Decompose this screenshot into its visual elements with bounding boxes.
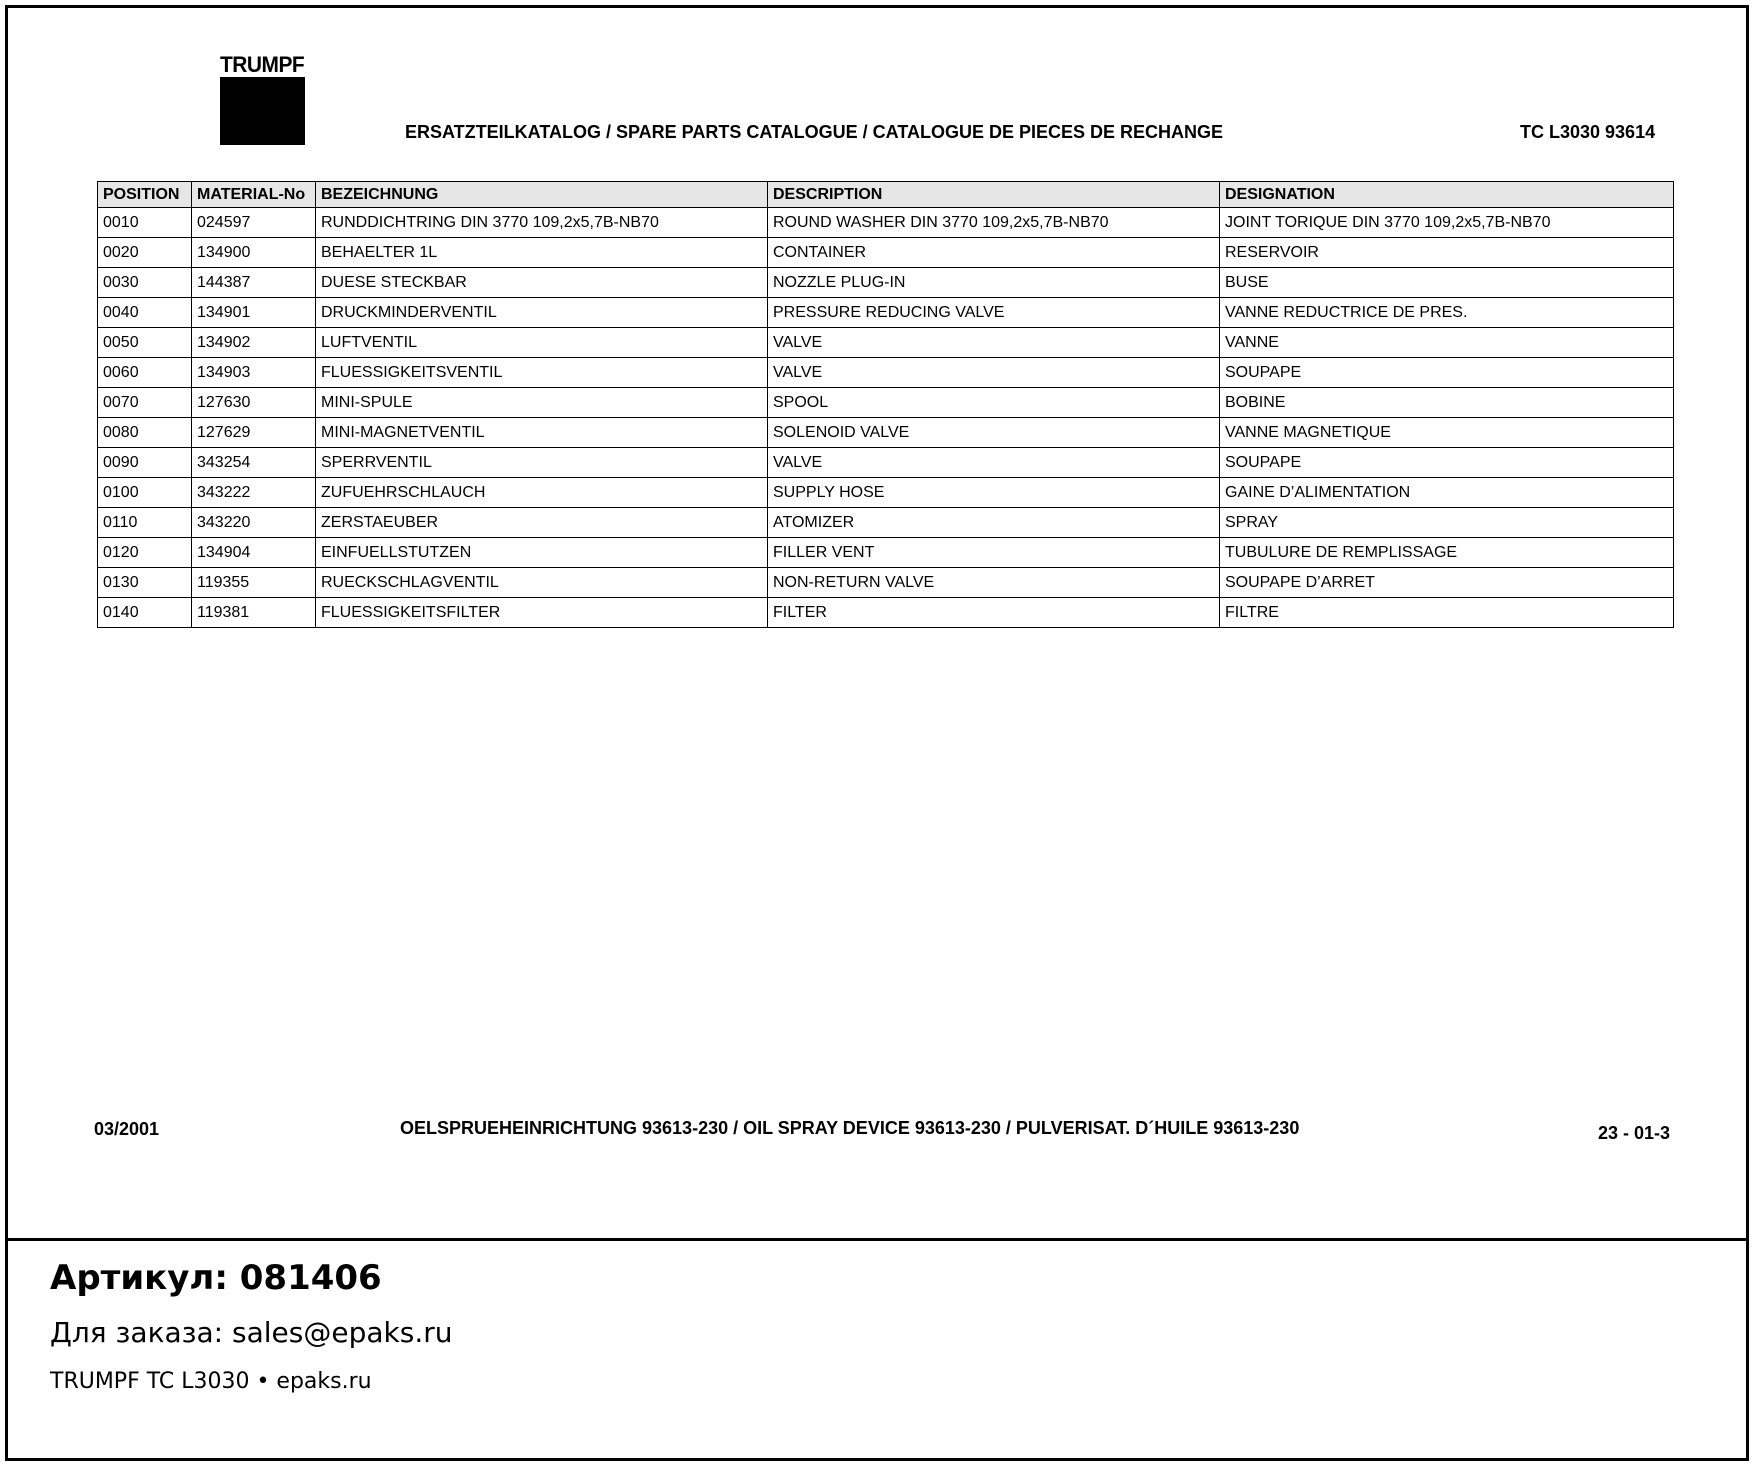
- cell-material-no: 119381: [192, 598, 316, 628]
- cell-position: 0030: [98, 268, 192, 298]
- table-row: [98, 598, 1674, 628]
- table-row: [98, 298, 1674, 328]
- cell-position: 0090: [98, 448, 192, 478]
- catalogue-title: ERSATZTEILKATALOG / SPARE PARTS CATALOGUE / CATALOGUE DE PIECES DE RECHANGE: [405, 122, 1224, 142]
- cell-material-no: 144387: [192, 268, 316, 298]
- cell-bezeichnung: RUNDDICHTRING DIN 3770 109,2x5,7B-NB70: [316, 208, 768, 238]
- table-header-row: [98, 182, 1674, 208]
- cell-description: NON-RETURN VALVE: [768, 568, 1220, 598]
- cell-description: CONTAINER: [768, 238, 1220, 268]
- cell-description: PRESSURE REDUCING VALVE: [768, 298, 1220, 328]
- cell-description: SOLENOID VALVE: [768, 418, 1220, 448]
- cell-bezeichnung: FLUESSIGKEITSVENTIL: [316, 358, 768, 388]
- cell-bezeichnung: MINI-MAGNETVENTIL: [316, 418, 768, 448]
- cell-designation: SOUPAPE: [1220, 448, 1674, 478]
- cell-designation: TUBULURE DE REMPLISSAGE: [1220, 538, 1674, 568]
- table-row: [98, 388, 1674, 418]
- cell-designation: RESERVOIR: [1220, 238, 1674, 268]
- cell-designation: VANNE: [1220, 328, 1674, 358]
- cell-material-no: 119355: [192, 568, 316, 598]
- table-row: [98, 538, 1674, 568]
- logo-block: [220, 77, 305, 145]
- cell-position: 0050: [98, 328, 192, 358]
- cell-position: 0110: [98, 508, 192, 538]
- footer-title: OELSPRUEHEINRICHTUNG 93613-230 / OIL SPRAY DEVICE 93613-230 / PULVERISAT. D´HUILE 93613-230: [400, 1118, 1300, 1138]
- cell-bezeichnung: ZERSTAEUBER: [316, 508, 768, 538]
- cell-position: 0130: [98, 568, 192, 598]
- table-row: [98, 208, 1674, 238]
- cell-description: VALVE: [768, 328, 1220, 358]
- cell-material-no: 127629: [192, 418, 316, 448]
- cell-designation: SPRAY: [1220, 508, 1674, 538]
- table-row: [98, 328, 1674, 358]
- cell-material-no: 024597: [192, 208, 316, 238]
- cell-material-no: 134901: [192, 298, 316, 328]
- site-info: TRUMPF TC L3030 • epaks.ru: [50, 1369, 372, 1394]
- cell-material-no: 127630: [192, 388, 316, 418]
- cell-material-no: 343222: [192, 478, 316, 508]
- cell-description: NOZZLE PLUG-IN: [768, 268, 1220, 298]
- cell-bezeichnung: RUECKSCHLAGVENTIL: [316, 568, 768, 598]
- cell-material-no: 134902: [192, 328, 316, 358]
- cell-designation: FILTRE: [1220, 598, 1674, 628]
- cell-position: 0010: [98, 208, 192, 238]
- cell-material-no: 134900: [192, 238, 316, 268]
- column-header-material-no: MATERIAL-No: [192, 182, 316, 208]
- table-row: [98, 508, 1674, 538]
- order-contact: Для заказа: sales@epaks.ru: [50, 1316, 453, 1349]
- table-row: [98, 358, 1674, 388]
- cell-description: VALVE: [768, 358, 1220, 388]
- cell-designation: SOUPAPE: [1220, 358, 1674, 388]
- cell-bezeichnung: FLUESSIGKEITSFILTER: [316, 598, 768, 628]
- cell-designation: BOBINE: [1220, 388, 1674, 418]
- section-divider: [5, 1238, 1749, 1241]
- trumpf-logo: [220, 54, 306, 145]
- cell-position: 0020: [98, 238, 192, 268]
- cell-bezeichnung: MINI-SPULE: [316, 388, 768, 418]
- column-header-designation: DESIGNATION: [1220, 182, 1674, 208]
- cell-description: SUPPLY HOSE: [768, 478, 1220, 508]
- cell-material-no: 134903: [192, 358, 316, 388]
- footer-page-number: 23 - 01-3: [1598, 1123, 1671, 1143]
- cell-description: ATOMIZER: [768, 508, 1220, 538]
- cell-designation: BUSE: [1220, 268, 1674, 298]
- cell-position: 0140: [98, 598, 192, 628]
- cell-designation: VANNE REDUCTRICE DE PRES.: [1220, 298, 1674, 328]
- cell-bezeichnung: BEHAELTER 1L: [316, 238, 768, 268]
- cell-material-no: 134904: [192, 538, 316, 568]
- table-row: [98, 478, 1674, 508]
- cell-position: 0080: [98, 418, 192, 448]
- column-header-position: POSITION: [98, 182, 192, 208]
- cell-position: 0070: [98, 388, 192, 418]
- logo-text: TRUMPF: [220, 52, 305, 77]
- cell-bezeichnung: SPERRVENTIL: [316, 448, 768, 478]
- parts-table: [97, 181, 1674, 628]
- cell-position: 0120: [98, 538, 192, 568]
- table-row: [98, 268, 1674, 298]
- cell-description: FILTER: [768, 598, 1220, 628]
- cell-description: ROUND WASHER DIN 3770 109,2x5,7B-NB70: [768, 208, 1220, 238]
- cell-position: 0060: [98, 358, 192, 388]
- footer-date: 03/2001: [94, 1119, 160, 1139]
- cell-designation: GAINE D’ALIMENTATION: [1220, 478, 1674, 508]
- cell-designation: JOINT TORIQUE DIN 3770 109,2x5,7B-NB70: [1220, 208, 1674, 238]
- cell-bezeichnung: ZUFUEHRSCHLAUCH: [316, 478, 768, 508]
- cell-bezeichnung: DUESE STECKBAR: [316, 268, 768, 298]
- catalogue-code: TC L3030 93614: [1520, 122, 1656, 142]
- cell-material-no: 343254: [192, 448, 316, 478]
- article-number: Артикул: 081406: [50, 1258, 382, 1298]
- cell-bezeichnung: EINFUELLSTUTZEN: [316, 538, 768, 568]
- table-row: [98, 448, 1674, 478]
- cell-bezeichnung: LUFTVENTIL: [316, 328, 768, 358]
- cell-description: VALVE: [768, 448, 1220, 478]
- cell-designation: VANNE MAGNETIQUE: [1220, 418, 1674, 448]
- cell-position: 0100: [98, 478, 192, 508]
- cell-bezeichnung: DRUCKMINDERVENTIL: [316, 298, 768, 328]
- cell-description: FILLER VENT: [768, 538, 1220, 568]
- table-row: [98, 568, 1674, 598]
- cell-position: 0040: [98, 298, 192, 328]
- table-row: [98, 418, 1674, 448]
- cell-designation: SOUPAPE D’ARRET: [1220, 568, 1674, 598]
- column-header-description: DESCRIPTION: [768, 182, 1220, 208]
- cell-description: SPOOL: [768, 388, 1220, 418]
- column-header-bezeichnung: BEZEICHNUNG: [316, 182, 768, 208]
- cell-material-no: 343220: [192, 508, 316, 538]
- table-row: [98, 238, 1674, 268]
